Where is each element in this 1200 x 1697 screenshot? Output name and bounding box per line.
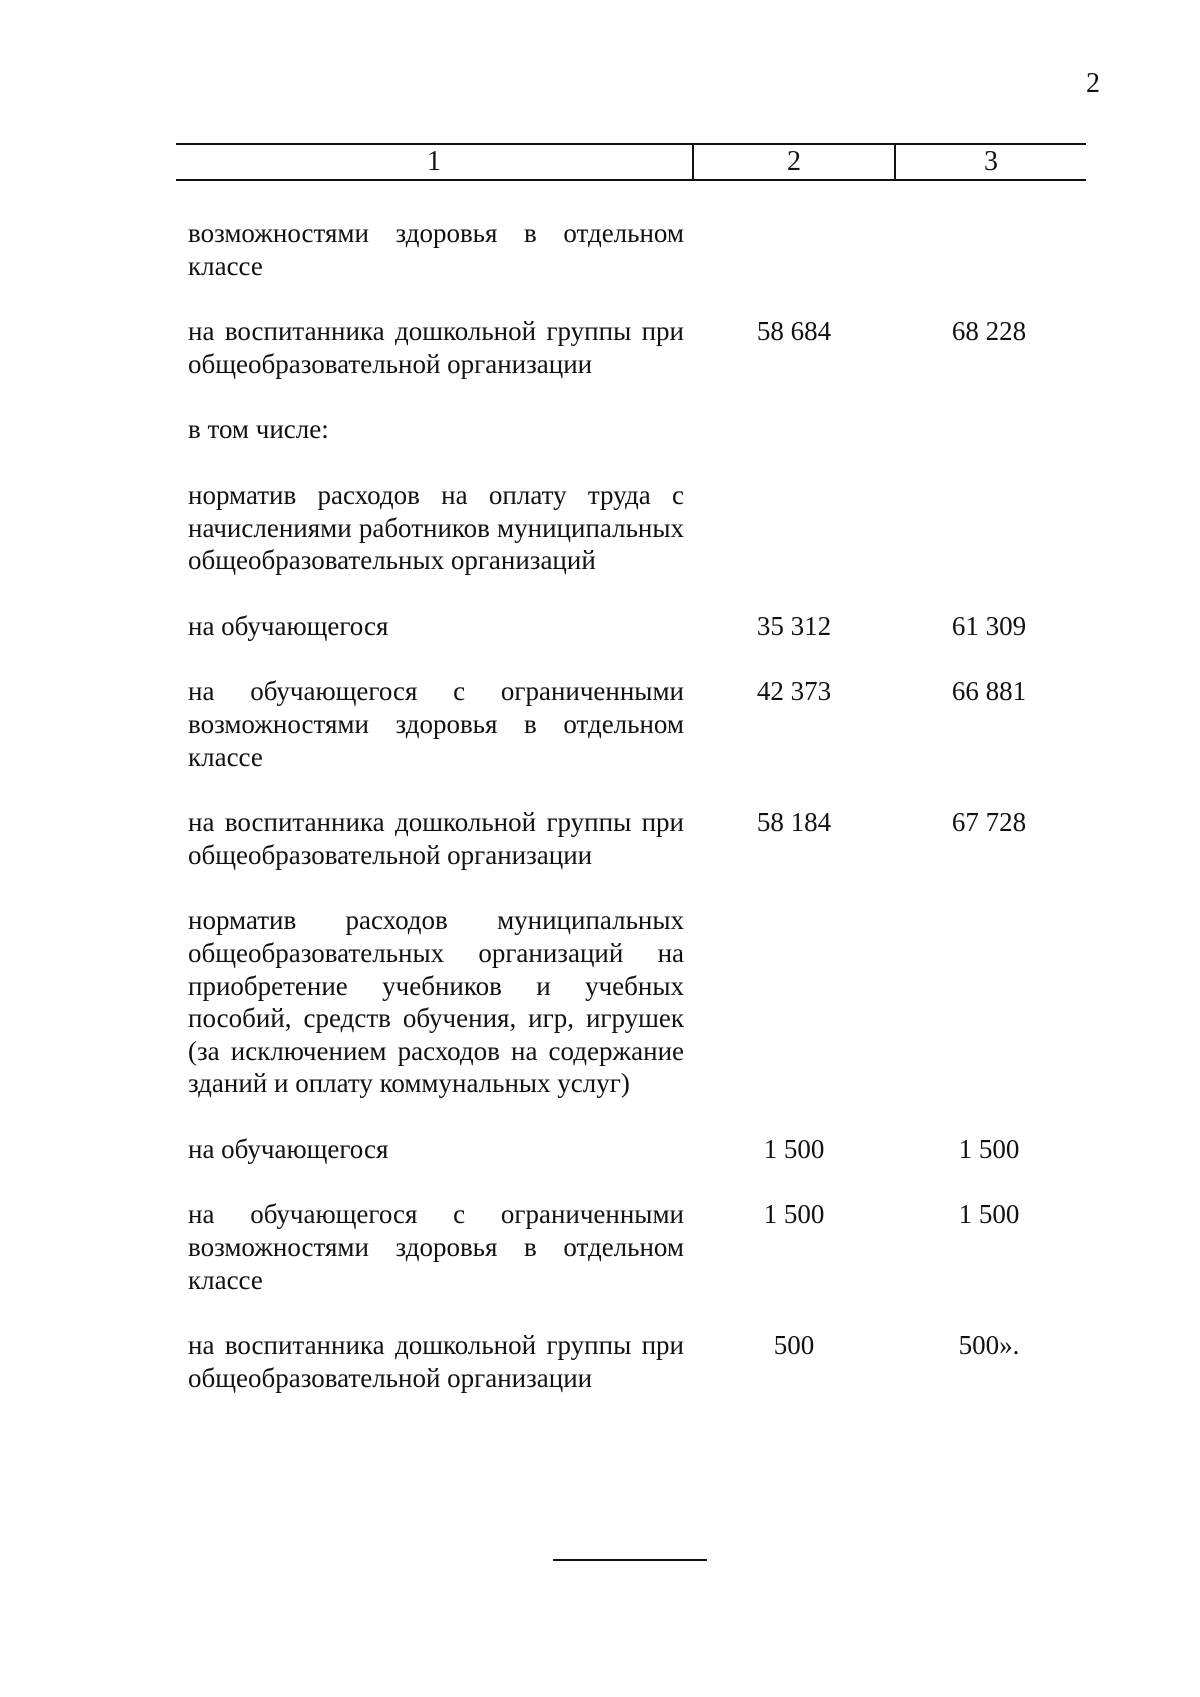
- row-label: на обучающегося с ограниченными возможностями здоровья в отдельном классе: [188, 676, 684, 772]
- row-label: на воспитанника дошкольной группы при общеобразовательной организации: [188, 1330, 684, 1393]
- row-value-col3: 61 309: [951, 610, 1027, 641]
- row-label: возможностями здоровья в отдельном классе: [188, 218, 684, 281]
- page-number: 2: [1086, 68, 1100, 99]
- row-value-col3: 1 500: [958, 1133, 1020, 1164]
- table-row: [176, 904, 1086, 1100]
- column-header-2: 2: [694, 145, 896, 179]
- row-value-col2: 58 184: [756, 807, 832, 838]
- row-label: на воспитанника дошкольной группы при общеобразовательной организации: [188, 316, 684, 379]
- table-row: [176, 217, 1086, 282]
- row-label: на обучающегося: [188, 610, 389, 641]
- row-value-col2: [694, 413, 894, 446]
- row-value-col2: 58 684: [756, 316, 832, 347]
- row-label: на обучающегося с ограниченными возможностями здоровья в отдельном классе: [188, 1199, 684, 1295]
- row-value-col2: 1 500: [763, 1133, 825, 1164]
- row-value-col2: 500: [773, 1330, 815, 1361]
- row-value-col3: [894, 479, 1084, 577]
- row-value-col2: [694, 479, 894, 577]
- table-row: [176, 675, 1086, 773]
- table-row: [176, 1133, 1086, 1166]
- row-value-col3: [894, 904, 1084, 1100]
- row-value-col3: 1 500: [958, 1199, 1020, 1230]
- row-value-col2: 1 500: [763, 1199, 825, 1230]
- table-row: [176, 1329, 1086, 1394]
- row-value-col3: [894, 413, 1084, 446]
- row-label: норматив расходов муниципальных общеобразовательных организаций на приобретение учебников и учебных пособий, средств обучения, игр, игрушек (за исключением расходов на содержание зданий и оплату коммунальных услуг): [188, 905, 684, 1099]
- column-header-1: 1: [176, 145, 694, 179]
- row-label: на воспитанника дошкольной группы при общеобразовательной организации: [188, 807, 684, 870]
- table-body: [176, 217, 1086, 1394]
- table-row: [176, 413, 1086, 446]
- table-row: [176, 806, 1086, 871]
- table-row: [176, 315, 1086, 380]
- table-row: [176, 610, 1086, 643]
- column-header-3: 3: [984, 146, 998, 177]
- row-value-col3: 500».: [958, 1330, 1020, 1361]
- closing-rule: [553, 1559, 707, 1561]
- norms-table: [176, 143, 1086, 1427]
- table-row: [176, 479, 1086, 577]
- row-value-col2: 42 373: [756, 676, 832, 707]
- row-value-col3: 66 881: [951, 676, 1027, 707]
- row-value-col3: 67 728: [951, 807, 1027, 838]
- row-label: на обучающегося: [188, 1133, 389, 1164]
- table-header-row: [176, 143, 1086, 181]
- row-value-col3: [894, 217, 1084, 282]
- row-value-col2: 35 312: [756, 610, 832, 641]
- table-row: [176, 1198, 1086, 1296]
- row-value-col2: [694, 217, 894, 282]
- row-value-col3: 68 228: [951, 316, 1027, 347]
- row-value-col2: [694, 904, 894, 1100]
- row-label: в том числе:: [188, 414, 329, 445]
- row-label: норматив расходов на оплату труда с начислениями работников муниципальных общеобразовательных организаций: [188, 479, 684, 576]
